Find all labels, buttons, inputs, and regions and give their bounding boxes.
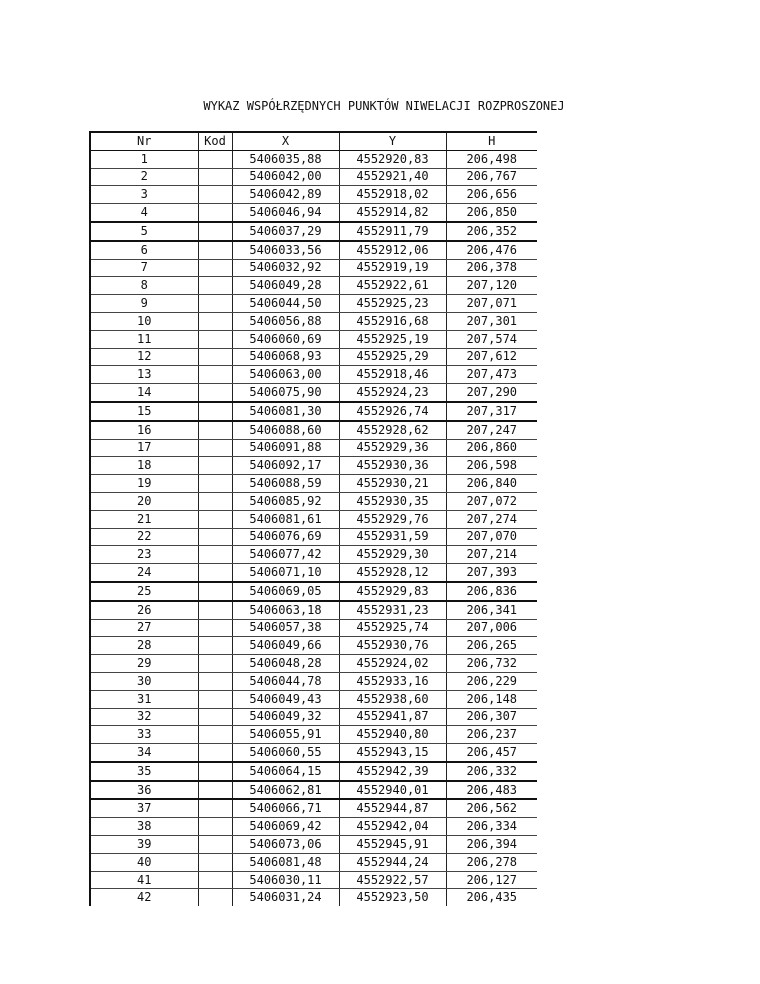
cell-nr: 16 <box>90 421 198 439</box>
cell-y: 4552925,23 <box>339 295 446 313</box>
header-x: X <box>232 132 339 150</box>
cell-x: 5406060,55 <box>232 744 339 762</box>
cell-x: 5406035,88 <box>232 150 339 168</box>
table-row <box>90 510 537 528</box>
cell-h: 206,278 <box>446 853 537 871</box>
cell-kod <box>198 726 232 744</box>
cell-y: 4552938,60 <box>339 690 446 708</box>
cell-x: 5406063,00 <box>232 366 339 384</box>
cell-h: 207,612 <box>446 348 537 366</box>
cell-nr: 26 <box>90 601 198 619</box>
cell-kod <box>198 150 232 168</box>
cell-x: 5406085,92 <box>232 492 339 510</box>
cell-x: 5406060,69 <box>232 330 339 348</box>
table-row <box>90 637 537 655</box>
cell-x: 5406042,89 <box>232 186 339 204</box>
cell-x: 5406069,42 <box>232 818 339 836</box>
cell-h: 206,483 <box>446 781 537 800</box>
cell-nr: 12 <box>90 348 198 366</box>
cell-h: 206,840 <box>446 475 537 493</box>
cell-nr: 3 <box>90 186 198 204</box>
cell-kod <box>198 259 232 277</box>
cell-kod <box>198 655 232 673</box>
cell-h: 206,265 <box>446 637 537 655</box>
table-row <box>90 655 537 673</box>
cell-x: 5406066,71 <box>232 799 339 817</box>
cell-nr: 6 <box>90 241 198 259</box>
cell-nr: 2 <box>90 168 198 186</box>
cell-h: 206,476 <box>446 241 537 259</box>
cell-h: 206,352 <box>446 222 537 241</box>
cell-x: 5406064,15 <box>232 762 339 781</box>
cell-h: 206,148 <box>446 690 537 708</box>
cell-x: 5406032,92 <box>232 259 339 277</box>
cell-h: 206,307 <box>446 708 537 726</box>
cell-x: 5406092,17 <box>232 457 339 475</box>
cell-y: 4552926,74 <box>339 402 446 421</box>
cell-h: 206,498 <box>446 150 537 168</box>
cell-y: 4552929,30 <box>339 546 446 564</box>
table-row <box>90 222 537 241</box>
cell-h: 207,574 <box>446 330 537 348</box>
cell-nr: 42 <box>90 889 198 906</box>
cell-h: 206,127 <box>446 871 537 889</box>
table-row <box>90 564 537 582</box>
table-row <box>90 799 537 817</box>
cell-nr: 31 <box>90 690 198 708</box>
cell-y: 4552928,12 <box>339 564 446 582</box>
cell-nr: 30 <box>90 672 198 690</box>
cell-kod <box>198 384 232 402</box>
table-row <box>90 853 537 871</box>
cell-kod <box>198 402 232 421</box>
cell-h: 206,598 <box>446 457 537 475</box>
table-row <box>90 889 537 906</box>
cell-h: 206,562 <box>446 799 537 817</box>
cell-kod <box>198 762 232 781</box>
cell-h: 206,767 <box>446 168 537 186</box>
cell-h: 206,229 <box>446 672 537 690</box>
cell-nr: 13 <box>90 366 198 384</box>
coordinates-table <box>89 131 537 906</box>
cell-y: 4552944,24 <box>339 853 446 871</box>
cell-y: 4552929,36 <box>339 439 446 457</box>
cell-kod <box>198 564 232 582</box>
cell-kod <box>198 799 232 817</box>
cell-h: 207,317 <box>446 402 537 421</box>
cell-x: 5406081,30 <box>232 402 339 421</box>
cell-nr: 35 <box>90 762 198 781</box>
cell-h: 206,237 <box>446 726 537 744</box>
cell-x: 5406077,42 <box>232 546 339 564</box>
cell-kod <box>198 312 232 330</box>
cell-nr: 7 <box>90 259 198 277</box>
cell-h: 206,334 <box>446 818 537 836</box>
cell-kod <box>198 836 232 854</box>
cell-nr: 33 <box>90 726 198 744</box>
cell-kod <box>198 168 232 186</box>
cell-kod <box>198 348 232 366</box>
table-row <box>90 186 537 204</box>
cell-nr: 18 <box>90 457 198 475</box>
table-row <box>90 457 537 475</box>
cell-nr: 20 <box>90 492 198 510</box>
cell-h: 206,332 <box>446 762 537 781</box>
cell-kod <box>198 439 232 457</box>
cell-kod <box>198 366 232 384</box>
cell-x: 5406031,24 <box>232 889 339 906</box>
cell-nr: 10 <box>90 312 198 330</box>
cell-y: 4552928,62 <box>339 421 446 439</box>
cell-y: 4552914,82 <box>339 204 446 222</box>
cell-nr: 19 <box>90 475 198 493</box>
cell-kod <box>198 186 232 204</box>
cell-h: 207,214 <box>446 546 537 564</box>
cell-nr: 37 <box>90 799 198 817</box>
cell-h: 207,071 <box>446 295 537 313</box>
header-nr: Nr <box>90 132 198 150</box>
cell-kod <box>198 619 232 637</box>
table-row <box>90 277 537 295</box>
cell-x: 5406033,56 <box>232 241 339 259</box>
cell-h: 206,836 <box>446 582 537 601</box>
cell-y: 4552942,04 <box>339 818 446 836</box>
cell-h: 206,860 <box>446 439 537 457</box>
cell-x: 5406073,06 <box>232 836 339 854</box>
cell-x: 5406076,69 <box>232 528 339 546</box>
cell-y: 4552944,87 <box>339 799 446 817</box>
cell-h: 207,070 <box>446 528 537 546</box>
cell-y: 4552918,46 <box>339 366 446 384</box>
cell-kod <box>198 457 232 475</box>
cell-nr: 40 <box>90 853 198 871</box>
cell-x: 5406048,28 <box>232 655 339 673</box>
cell-h: 207,274 <box>446 510 537 528</box>
cell-y: 4552918,02 <box>339 186 446 204</box>
table-row <box>90 402 537 421</box>
cell-h: 206,656 <box>446 186 537 204</box>
table-row <box>90 168 537 186</box>
cell-nr: 15 <box>90 402 198 421</box>
cell-kod <box>198 546 232 564</box>
cell-y: 4552911,79 <box>339 222 446 241</box>
cell-x: 5406069,05 <box>232 582 339 601</box>
table-row <box>90 348 537 366</box>
table-row <box>90 836 537 854</box>
cell-nr: 21 <box>90 510 198 528</box>
cell-nr: 36 <box>90 781 198 800</box>
cell-nr: 14 <box>90 384 198 402</box>
cell-y: 4552941,87 <box>339 708 446 726</box>
cell-y: 4552922,57 <box>339 871 446 889</box>
cell-y: 4552916,68 <box>339 312 446 330</box>
table-row <box>90 330 537 348</box>
cell-kod <box>198 421 232 439</box>
cell-x: 5406056,88 <box>232 312 339 330</box>
cell-nr: 24 <box>90 564 198 582</box>
cell-y: 4552930,36 <box>339 457 446 475</box>
table-row <box>90 312 537 330</box>
cell-nr: 38 <box>90 818 198 836</box>
page-title: WYKAZ WSPÓŁRZĘDNYCH PUNKTÓW NIWELACJI ROZPROSZONEJ <box>203 99 565 113</box>
cell-kod <box>198 510 232 528</box>
cell-nr: 28 <box>90 637 198 655</box>
cell-x: 5406037,29 <box>232 222 339 241</box>
cell-h: 207,247 <box>446 421 537 439</box>
cell-x: 5406049,28 <box>232 277 339 295</box>
cell-x: 5406049,32 <box>232 708 339 726</box>
cell-x: 5406075,90 <box>232 384 339 402</box>
cell-y: 4552940,01 <box>339 781 446 800</box>
table-row <box>90 439 537 457</box>
cell-nr: 8 <box>90 277 198 295</box>
cell-kod <box>198 744 232 762</box>
cell-x: 5406049,43 <box>232 690 339 708</box>
cell-x: 5406068,93 <box>232 348 339 366</box>
cell-nr: 29 <box>90 655 198 673</box>
cell-x: 5406042,00 <box>232 168 339 186</box>
cell-h: 206,435 <box>446 889 537 906</box>
cell-y: 4552925,19 <box>339 330 446 348</box>
table-row <box>90 601 537 619</box>
cell-h: 207,301 <box>446 312 537 330</box>
table-row <box>90 672 537 690</box>
cell-y: 4552925,74 <box>339 619 446 637</box>
cell-y: 4552930,21 <box>339 475 446 493</box>
cell-nr: 34 <box>90 744 198 762</box>
table-header-row <box>90 132 537 150</box>
cell-h: 206,378 <box>446 259 537 277</box>
cell-h: 207,120 <box>446 277 537 295</box>
cell-nr: 32 <box>90 708 198 726</box>
cell-nr: 9 <box>90 295 198 313</box>
table-row <box>90 366 537 384</box>
cell-x: 5406062,81 <box>232 781 339 800</box>
table-body <box>90 150 537 906</box>
cell-nr: 22 <box>90 528 198 546</box>
table-row <box>90 384 537 402</box>
header-h: H <box>446 132 537 150</box>
cell-kod <box>198 204 232 222</box>
cell-y: 4552930,35 <box>339 492 446 510</box>
cell-kod <box>198 871 232 889</box>
cell-x: 5406063,18 <box>232 601 339 619</box>
cell-nr: 5 <box>90 222 198 241</box>
table-row <box>90 150 537 168</box>
cell-y: 4552930,76 <box>339 637 446 655</box>
cell-kod <box>198 475 232 493</box>
table-row <box>90 744 537 762</box>
cell-kod <box>198 222 232 241</box>
cell-nr: 23 <box>90 546 198 564</box>
cell-kod <box>198 781 232 800</box>
cell-y: 4552943,15 <box>339 744 446 762</box>
cell-nr: 11 <box>90 330 198 348</box>
cell-y: 4552929,83 <box>339 582 446 601</box>
cell-x: 5406088,59 <box>232 475 339 493</box>
cell-kod <box>198 637 232 655</box>
cell-kod <box>198 528 232 546</box>
cell-h: 206,394 <box>446 836 537 854</box>
cell-y: 4552925,29 <box>339 348 446 366</box>
table-row <box>90 582 537 601</box>
cell-y: 4552931,23 <box>339 601 446 619</box>
cell-x: 5406055,91 <box>232 726 339 744</box>
cell-y: 4552924,02 <box>339 655 446 673</box>
cell-nr: 27 <box>90 619 198 637</box>
cell-h: 206,850 <box>446 204 537 222</box>
cell-nr: 17 <box>90 439 198 457</box>
header-kod: Kod <box>198 132 232 150</box>
table-row <box>90 690 537 708</box>
table-row <box>90 475 537 493</box>
table-row <box>90 241 537 259</box>
cell-y: 4552933,16 <box>339 672 446 690</box>
cell-y: 4552923,50 <box>339 889 446 906</box>
table-row <box>90 708 537 726</box>
cell-x: 5406044,78 <box>232 672 339 690</box>
header-y: Y <box>339 132 446 150</box>
cell-y: 4552921,40 <box>339 168 446 186</box>
cell-h: 207,473 <box>446 366 537 384</box>
cell-kod <box>198 708 232 726</box>
cell-x: 5406046,94 <box>232 204 339 222</box>
table-row <box>90 871 537 889</box>
cell-h: 207,006 <box>446 619 537 637</box>
table-row <box>90 492 537 510</box>
cell-x: 5406030,11 <box>232 871 339 889</box>
cell-x: 5406071,10 <box>232 564 339 582</box>
cell-kod <box>198 295 232 313</box>
cell-kod <box>198 889 232 906</box>
cell-h: 207,393 <box>446 564 537 582</box>
cell-y: 4552924,23 <box>339 384 446 402</box>
cell-h: 207,072 <box>446 492 537 510</box>
cell-x: 5406081,48 <box>232 853 339 871</box>
cell-x: 5406049,66 <box>232 637 339 655</box>
table-row <box>90 619 537 637</box>
cell-kod <box>198 241 232 259</box>
cell-x: 5406057,38 <box>232 619 339 637</box>
cell-kod <box>198 492 232 510</box>
cell-y: 4552931,59 <box>339 528 446 546</box>
cell-nr: 25 <box>90 582 198 601</box>
cell-kod <box>198 330 232 348</box>
cell-nr: 41 <box>90 871 198 889</box>
table-row <box>90 295 537 313</box>
cell-kod <box>198 277 232 295</box>
cell-kod <box>198 672 232 690</box>
cell-h: 206,341 <box>446 601 537 619</box>
cell-nr: 4 <box>90 204 198 222</box>
cell-y: 4552920,83 <box>339 150 446 168</box>
table-row <box>90 762 537 781</box>
cell-y: 4552912,06 <box>339 241 446 259</box>
table-row <box>90 204 537 222</box>
cell-kod <box>198 818 232 836</box>
cell-kod <box>198 690 232 708</box>
table-row <box>90 421 537 439</box>
table-row <box>90 726 537 744</box>
cell-x: 5406044,50 <box>232 295 339 313</box>
cell-x: 5406081,61 <box>232 510 339 528</box>
cell-x: 5406088,60 <box>232 421 339 439</box>
table-row <box>90 259 537 277</box>
cell-y: 4552929,76 <box>339 510 446 528</box>
table-row <box>90 528 537 546</box>
cell-h: 206,457 <box>446 744 537 762</box>
cell-nr: 1 <box>90 150 198 168</box>
cell-y: 4552919,19 <box>339 259 446 277</box>
cell-kod <box>198 853 232 871</box>
cell-y: 4552940,80 <box>339 726 446 744</box>
cell-y: 4552945,91 <box>339 836 446 854</box>
cell-y: 4552942,39 <box>339 762 446 781</box>
cell-x: 5406091,88 <box>232 439 339 457</box>
table-row <box>90 546 537 564</box>
cell-y: 4552922,61 <box>339 277 446 295</box>
cell-h: 206,732 <box>446 655 537 673</box>
table-row <box>90 781 537 800</box>
cell-nr: 39 <box>90 836 198 854</box>
cell-kod <box>198 582 232 601</box>
cell-h: 207,290 <box>446 384 537 402</box>
cell-kod <box>198 601 232 619</box>
table-row <box>90 818 537 836</box>
